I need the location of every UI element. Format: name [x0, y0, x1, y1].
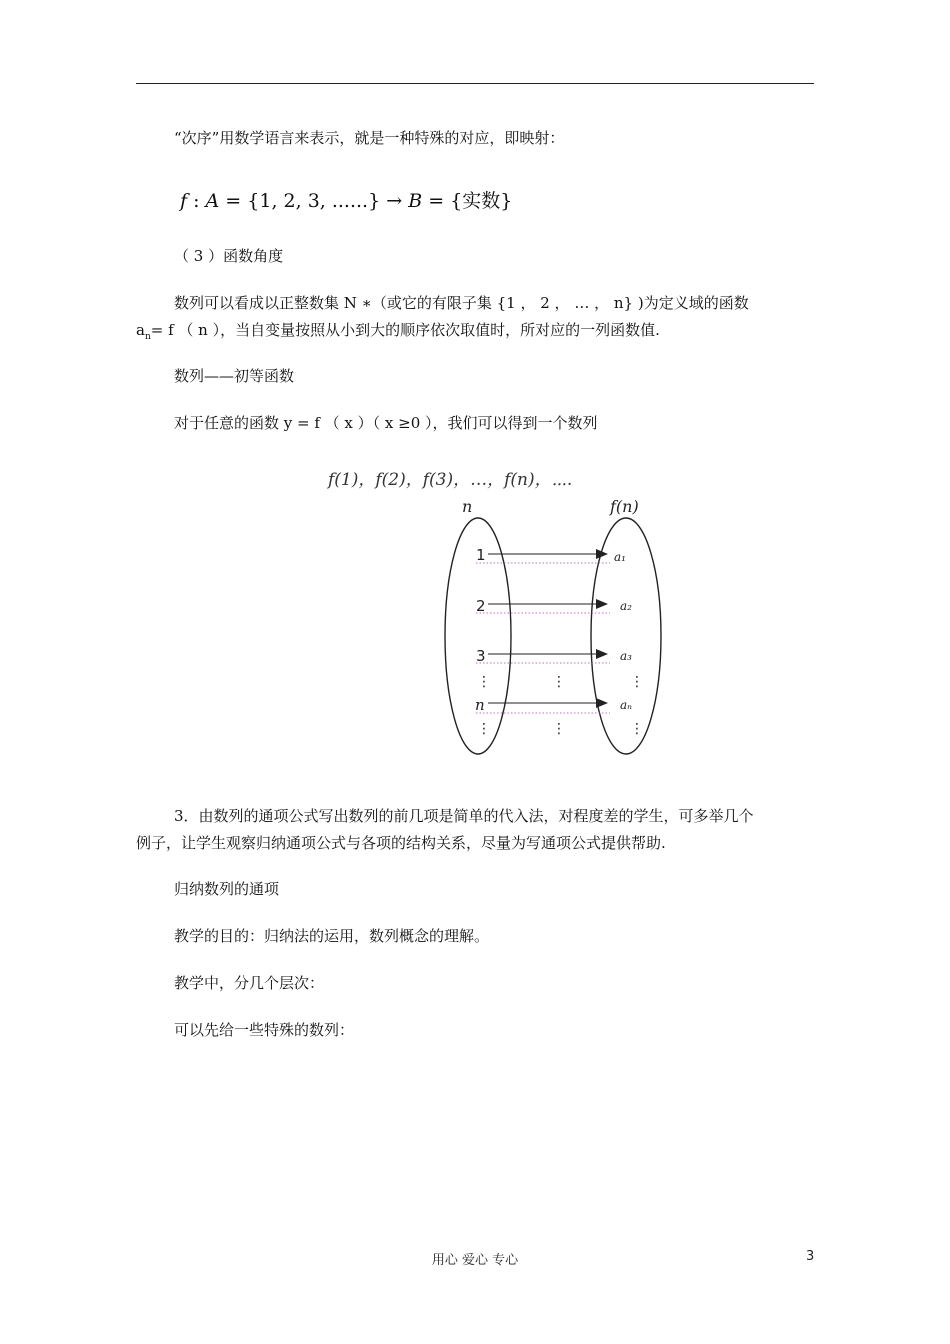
- point3-line2: 例子，让学生观察归纳通项公式与各项的结构关系，尽量为写通项公式提供帮助.: [136, 834, 666, 852]
- section3-title: （ 3 ）函数角度: [174, 247, 284, 265]
- arrow-head-2: [596, 599, 608, 609]
- an-a: a: [136, 321, 145, 339]
- range-item-3: a₃: [620, 649, 632, 663]
- sequence-formula: [328, 465, 572, 490]
- section3-body-line2: [136, 320, 660, 347]
- mapping-row-n: [475, 696, 632, 714]
- mapping-row-1: [476, 546, 626, 564]
- section3-body-line1: 数列可以看成以正整数集 N ∗（或它的有限子集 {1 ， 2 ， … ， n} )为定义域的函数: [174, 294, 749, 312]
- order-intro-text: “次序”用数学语言来表示，就是一种特殊的对应，即映射：: [174, 129, 565, 147]
- sequence-formula-text: f(1)，f(2)，f(3)，…，f(n)，⋯.: [328, 470, 573, 490]
- domain-item-2: 2: [476, 597, 486, 615]
- mapping-diagram: [430, 490, 670, 760]
- elem-func-title: 数列——初等函数: [174, 367, 295, 385]
- arrow-head-3: [596, 649, 608, 659]
- an-subscript: n: [144, 332, 151, 342]
- elem-func-body: 对于任意的函数 y = f （ x ）（ x ≥0 ），我们可以得到一个数列: [174, 414, 598, 432]
- formula-domain: = {1, 2, 3, ......} →: [219, 190, 409, 212]
- header-rule: [136, 83, 814, 84]
- teaching-levels: 教学中，分几个层次：: [174, 974, 325, 992]
- domain-item-3: 3: [476, 647, 486, 665]
- formula-set-b: B: [408, 190, 423, 212]
- induction-title: 归纳数列的通项: [174, 880, 280, 898]
- domain-item-1: 1: [476, 546, 486, 564]
- ellipsis-mid-1: ⋮: [552, 674, 566, 690]
- an-rest: = f （ n ），当自变量按照从小到大的顺序依次取值时，所对应的一列函数值.: [150, 321, 660, 339]
- special-seq: 可以先给一些特殊的数列：: [174, 1021, 355, 1039]
- ellipsis-right-2: ⋮: [630, 721, 644, 737]
- range-item-n: aₙ: [620, 698, 633, 712]
- ellipsis-mid-2: ⋮: [552, 721, 566, 737]
- mapping-row-3: [476, 647, 632, 665]
- point3-line1: 3．由数列的通项公式写出数列的前几项是简单的代入法，对程度差的学生，可多举几个: [174, 807, 754, 825]
- mapping-formula: [180, 186, 512, 213]
- ellipsis-row-1: [477, 674, 644, 690]
- teaching-goal: 教学的目的：归纳法的运用，数列概念的理解。: [174, 927, 490, 945]
- mapping-row-2: [476, 597, 632, 615]
- ellipsis-row-2: [477, 721, 644, 737]
- page-number: 3: [806, 1249, 815, 1264]
- diagram-right-header: f(n): [610, 497, 639, 516]
- ellipsis-left-2: ⋮: [477, 721, 491, 737]
- ellipsis-left-1: ⋮: [477, 674, 491, 690]
- formula-set-a: A: [205, 190, 220, 212]
- arrow-head-n: [596, 698, 608, 708]
- formula-colon: :: [187, 190, 206, 212]
- footer-text: 用心 爱心 专心: [431, 1253, 519, 1268]
- diagram-left-header: n: [462, 497, 473, 516]
- formula-codomain: = {实数}: [422, 190, 513, 212]
- ellipsis-right-1: ⋮: [630, 674, 644, 690]
- range-item-2: a₂: [620, 599, 632, 613]
- formula-f: f: [180, 190, 188, 212]
- domain-item-n: n: [475, 696, 485, 714]
- range-item-1: a₁: [614, 550, 626, 564]
